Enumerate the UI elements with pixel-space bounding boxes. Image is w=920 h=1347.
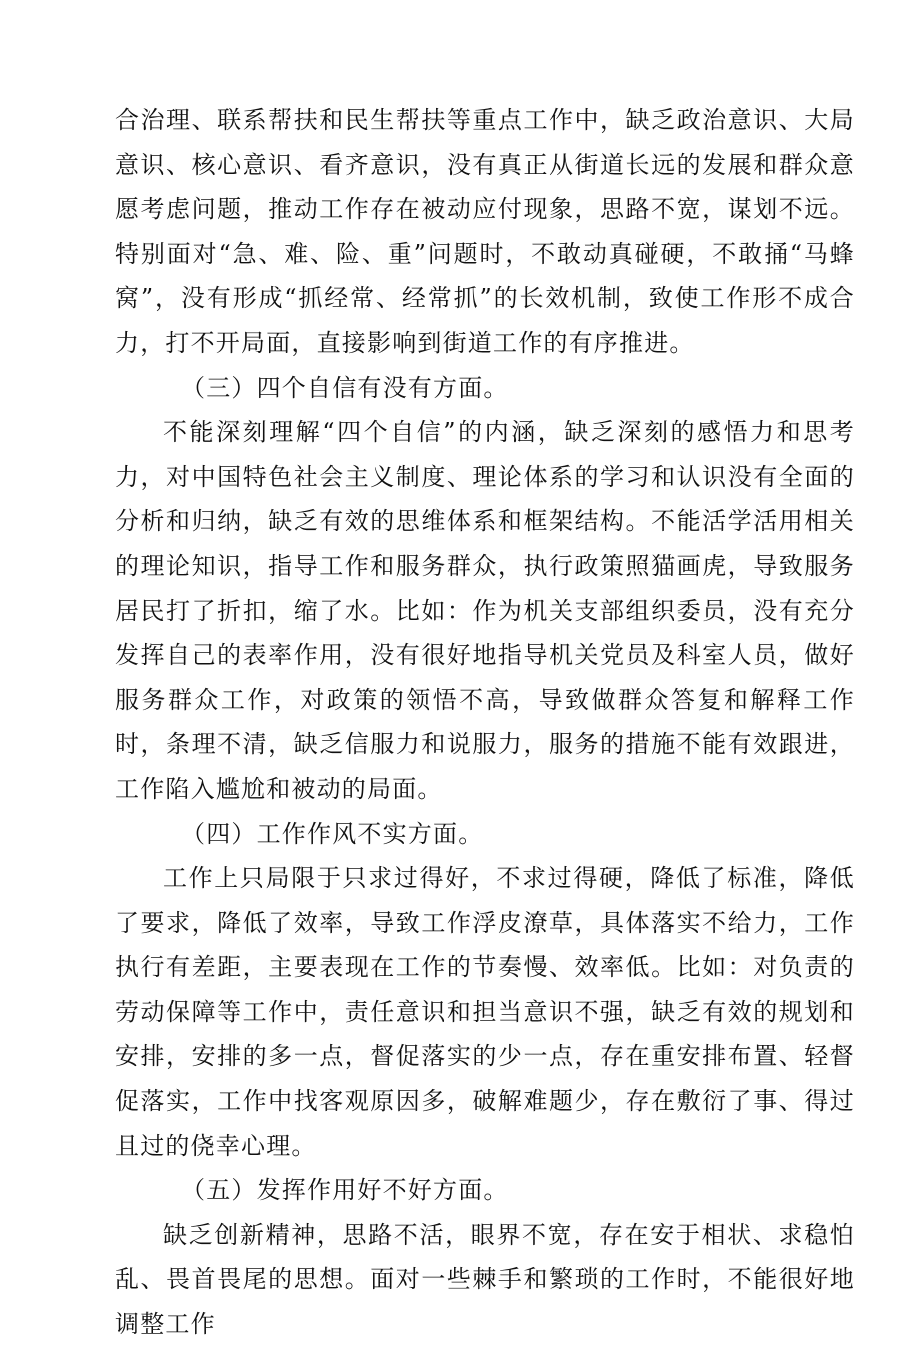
paragraph-four-confidences: 不能深刻理解“四个自信”的内涵，缺乏深刻的感悟力和思考力，对中国特色社会主义制度、理论体系的学习和认识没有全面的分析和归纳，缺乏有效的思维体系和框架结构。不能活学活用相关的理论知识，指导工作和服务群众，执行政策照猫画虎，导致服务居民打了折扣，缩了水。比如：作为机关支部组织委员，没有充分发挥自己的表率作用，没有很好地指导机关党员及科室人员，做好服务群众工作，对政策的领悟不高，导致做群众答复和解释工作时，条理不清，缺乏信服力和说服力，服务的措施不能有效跟进，工作陷入尴尬和被动的局面。 <box>115 418 855 803</box>
section-heading-five: （五）发挥作用好不好方面。 <box>181 1176 509 1205</box>
section-heading-three: （三）四个自信有没有方面。 <box>181 373 509 402</box>
document-body <box>115 98 855 1347</box>
paragraph-work-style: 工作上只局限于只求过得好，不求过得硬，降低了标准，降低了要求，降低了效率，导致工作浮皮潦草，具体落实不给力，工作执行有差距，主要表现在工作的节奏慢、效率低。比如：对负责的劳动保障等工作中，责任意识和担当意识不强，缺乏有效的规划和安排，安排的多一点，督促落实的少一点，存在重安排布置、轻督促落实，工作中找客观原因多，破解难题少，存在敷衍了事、得过且过的侥幸心理。 <box>115 864 855 1160</box>
section-heading-four: （四）工作作风不实方面。 <box>181 819 484 848</box>
paragraph-continued: 合治理、联系帮扶和民生帮扶等重点工作中，缺乏政治意识、大局意识、核心意识、看齐意识，没有真正从街道长远的发展和群众意愿考虑问题，推动工作存在被动应付现象，思路不宽，谋划不远。特别面对“急、难、险、重”问题时，不敢动真碰硬，不敢捅“马蜂窝”，没有形成“抓经常、经常抓”的长效机制，致使工作形不成合力，打不开局面，直接影响到街道工作的有序推进。 <box>115 106 855 357</box>
paragraph-role: 缺乏创新精神，思路不活，眼界不宽，存在安于相状、求稳怕乱、畏首畏尾的思想。面对一些棘手和繁琐的工作时，不能很好地调整工作 <box>115 1220 855 1339</box>
